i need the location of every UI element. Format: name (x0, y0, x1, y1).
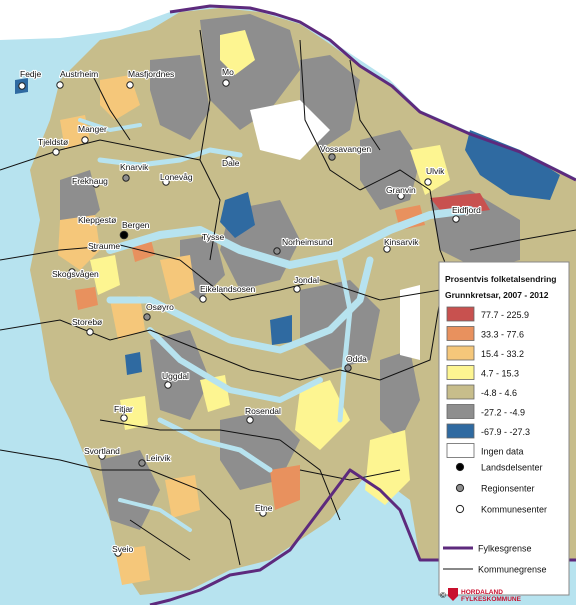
kommunesenter-marker (121, 415, 127, 421)
place-straume (88, 241, 120, 251)
place-label: Jondal (294, 275, 320, 285)
place-label: Mo (222, 67, 234, 77)
legend-class-label: -67.9 - -27.3 (481, 427, 531, 437)
place-label: Dale (222, 158, 240, 168)
legend-swatch (447, 346, 474, 360)
kommunesenter-marker (453, 216, 459, 222)
place-label: Rosendal (245, 406, 281, 416)
logo-line1: HORDALAND (461, 589, 503, 596)
regionsenter-marker (144, 314, 150, 320)
kommunesenter-marker (127, 82, 133, 88)
place-label: Straume (88, 241, 121, 251)
place-label: Knarvik (120, 162, 149, 172)
kommunesenter-marker (425, 179, 431, 185)
legend-class-label: 33.3 - 77.6 (481, 329, 525, 340)
legend-class-label: Ingen data (481, 446, 524, 457)
legend-swatch (447, 444, 474, 458)
legend-class-label: 77.7 - 225.9 (481, 310, 530, 320)
legend-class-label: 15.4 - 33.2 (481, 349, 525, 359)
place-label: Eikelandsosen (200, 284, 256, 294)
legend-swatch (447, 424, 474, 438)
grey-dot-icon (456, 484, 463, 491)
place-label: Kinsarvik (384, 237, 419, 247)
legend-title-line1: Prosentvis folketalsendring (445, 274, 557, 284)
place-label: Norheimsund (282, 237, 333, 247)
kommunesenter-marker (294, 286, 300, 292)
place-label: Tjeldstø (38, 137, 69, 147)
place-label: Osøyro (146, 302, 174, 312)
place-label: Manger (78, 124, 107, 134)
regionsenter-marker (345, 365, 351, 371)
place-kleppestø (78, 215, 116, 225)
legend-centre-label: Landsdelsenter (481, 462, 543, 473)
place-label: Kleppestø (78, 215, 117, 225)
kommunesenter-marker (247, 417, 253, 423)
place-label: Ulvik (426, 166, 445, 176)
logo-line2: FYLKESKOMMUNE (461, 596, 521, 603)
place-label: Fitjar (114, 404, 133, 414)
legend-swatch (447, 385, 474, 399)
place-label: Tysse (202, 232, 225, 242)
kommunesenter-marker (19, 83, 25, 89)
place-frekhaug (72, 176, 108, 187)
place-label: Austrheim (60, 69, 99, 79)
legend-swatch (447, 327, 474, 341)
place-label: Skogsvågen (52, 269, 99, 279)
place-label: Odda (346, 354, 367, 364)
kommunesenter-marker (82, 137, 88, 143)
legend-class-label: -4.8 - 4.6 (481, 388, 518, 398)
place-label: Frekhaug (72, 176, 108, 186)
legend-class-label: 4.7 - 15.3 (481, 368, 520, 379)
place-label: Uggdal (162, 371, 189, 381)
place-label: Fedje (20, 69, 42, 79)
legend-class-label: -27.2 - -4.9 (481, 407, 526, 418)
legend-title-line2: Grunnkretsar, 2007 - 2012 (445, 290, 549, 300)
black-dot-icon (456, 463, 463, 470)
kommunesenter-marker (200, 296, 206, 302)
legend-centre-label: Kommunesenter (481, 504, 548, 515)
place-label: Granvin (386, 185, 416, 195)
place-label: Sveio (112, 544, 134, 554)
regionsenter-marker (329, 154, 335, 160)
place-dale (222, 157, 240, 168)
kommunesenter-marker (165, 382, 171, 388)
legend-swatch (447, 366, 474, 380)
place-label: Storebø (72, 317, 103, 327)
kommunesenter-marker (87, 329, 93, 335)
legend-line-label: Kommunegrense (478, 564, 547, 575)
legend (439, 262, 569, 595)
place-tysse (202, 232, 224, 242)
place-label: Etne (255, 503, 273, 513)
place-label: Vossavangen (320, 144, 372, 154)
copyright-symbol: © (440, 591, 446, 600)
regionsenter-marker (123, 175, 129, 181)
place-label: Eidfjord (452, 205, 481, 215)
place-label: Leirvik (146, 453, 171, 463)
kommunesenter-marker (223, 80, 229, 86)
kommunesenter-marker (57, 82, 63, 88)
place-label: Masfjordnes (128, 69, 175, 79)
regionsenter-marker (139, 460, 145, 466)
regionsenter-marker (274, 248, 280, 254)
white-dot-icon (456, 505, 463, 512)
legend-centre-label: Regionsenter (481, 483, 535, 494)
legend-line-label: Fylkesgrense (478, 543, 532, 554)
place-label: Svortland (84, 446, 120, 456)
place-label: Lonevåg (160, 172, 193, 182)
legend-swatch (447, 307, 474, 321)
place-label: Bergen (122, 220, 150, 230)
kommunesenter-marker (53, 149, 59, 155)
landsdelsenter-marker (120, 231, 128, 239)
legend-swatch (447, 405, 474, 419)
place-skogsvågen (52, 269, 99, 279)
